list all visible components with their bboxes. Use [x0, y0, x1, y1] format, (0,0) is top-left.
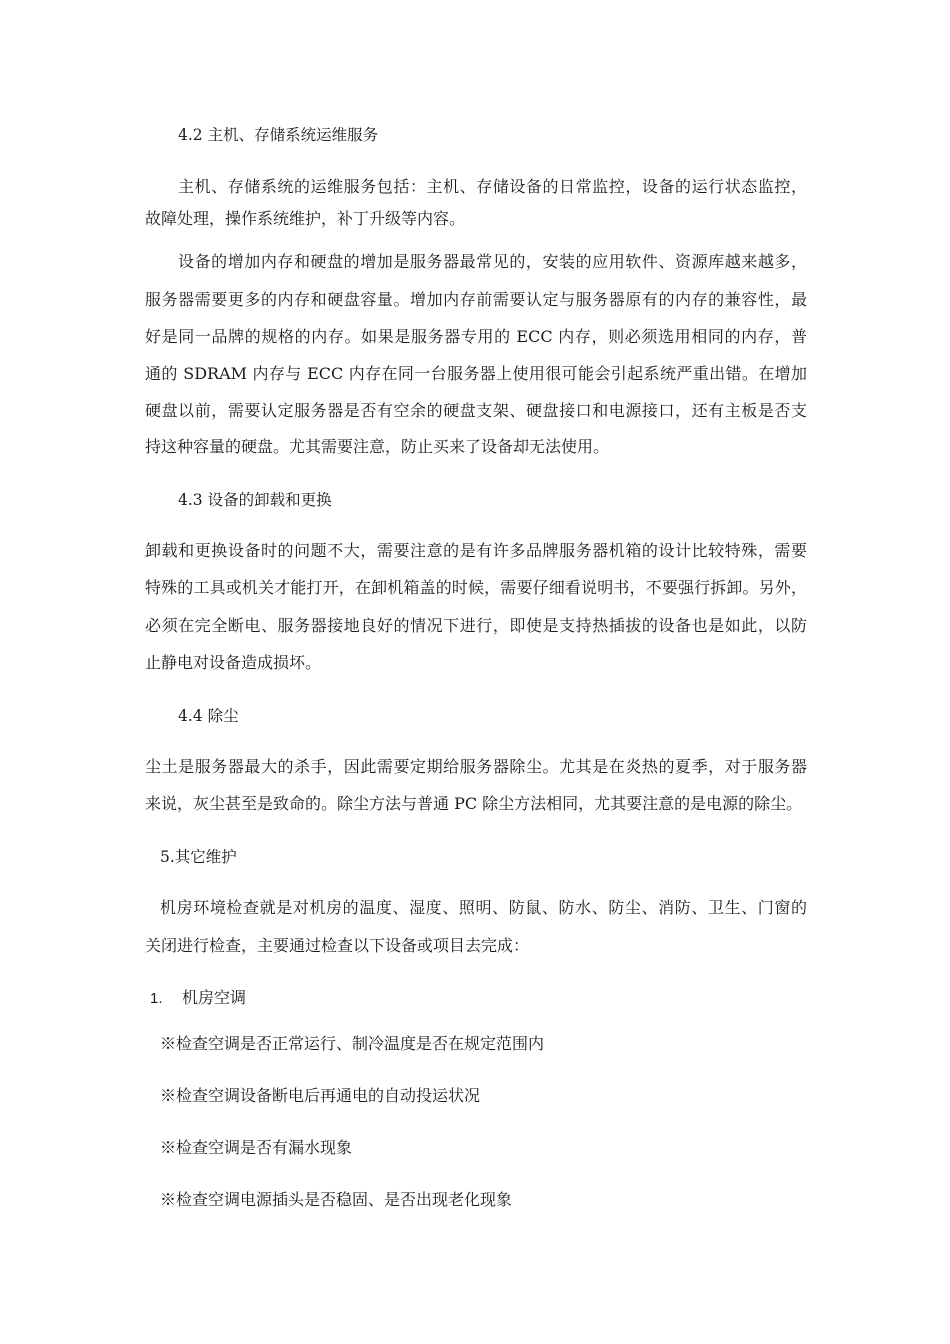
list-number-1: 1. [150, 990, 163, 1007]
paragraph-4-3-line-3: 必须在完全断电、服务器接地良好的情况下进行，即使是支持热插拔的设备也是如此，以防 [145, 616, 807, 635]
list-item-1-label: 机房空调 [182, 988, 247, 1007]
paragraph-4-2-2-line-4: 通的 SDRAM 内存与 ECC 内存在同一台服务器上使用很可能会引起系统严重出错。在增加 [145, 364, 807, 383]
paragraph-4-2-1-line-2: 故障处理，操作系统维护，补丁升级等内容。 [145, 209, 466, 228]
paragraph-4-3-line-4: 止静电对设备造成损坏。 [145, 653, 322, 672]
paragraph-4-3-line-2: 特殊的工具或机关才能打开，在卸机箱盖的时候，需要仔细看说明书，不要强行拆卸。另外， [145, 578, 807, 597]
paragraph-4-2-2-line-3: 好是同一品牌的规格的内存。如果是服务器专用的 ECC 内存，则必须选用相同的内存，普 [145, 327, 807, 346]
section-heading-4-4: 4.4 除尘 [178, 707, 239, 725]
paragraph-4-2-2-line-2: 服务器需要更多的内存和硬盘容量。增加内存前需要认定与服务器原有的内存的兼容性，最 [145, 290, 807, 309]
check-item-1: ※检查空调是否正常运行、制冷温度是否在规定范围内 [160, 1034, 545, 1053]
section-heading-4-2: 4.2 主机、存储系统运维服务 [178, 126, 379, 144]
paragraph-4-2-2-line-1: 设备的增加内存和硬盘的增加是服务器最常见的，安装的应用软件、资源库越来越多， [178, 252, 807, 271]
paragraph-5-line-2: 关闭进行检查，主要通过检查以下设备或项目去完成： [145, 936, 530, 955]
paragraph-4-3-line-1: 卸载和更换设备时的问题不大，需要注意的是有许多品牌服务器机箱的设计比较特殊，需要 [145, 541, 807, 560]
check-item-4: ※检查空调电源插头是否稳固、是否出现老化现象 [160, 1190, 513, 1209]
paragraph-4-2-2-line-5: 硬盘以前，需要认定服务器是否有空余的硬盘支架、硬盘接口和电源接口，还有主板是否支 [145, 401, 807, 420]
check-item-2: ※检查空调设备断电后再通电的自动投运状况 [160, 1086, 481, 1105]
section-heading-5: 5.其它维护 [160, 848, 237, 866]
check-item-3: ※检查空调是否有漏水现象 [160, 1138, 353, 1157]
paragraph-5-line-1: 机房环境检查就是对机房的温度、湿度、照明、防鼠、防水、防尘、消防、卫生、门窗的 [160, 898, 807, 917]
paragraph-4-4-line-1: 尘土是服务器最大的杀手，因此需要定期给服务器除尘。尤其是在炎热的夏季，对于服务器 [145, 757, 807, 776]
paragraph-4-2-1-line-1: 主机、存储系统的运维服务包括：主机、存储设备的日常监控，设备的运行状态监控， [178, 177, 807, 196]
paragraph-4-4-line-2: 来说，灰尘甚至是致命的。除尘方法与普通 PC 除尘方法相同，尤其要注意的是电源的除尘。 [145, 794, 803, 813]
section-heading-4-3: 4.3 设备的卸载和更换 [178, 491, 332, 509]
paragraph-4-2-2-line-6: 持这种容量的硬盘。尤其需要注意，防止买来了设备却无法使用。 [145, 437, 610, 456]
